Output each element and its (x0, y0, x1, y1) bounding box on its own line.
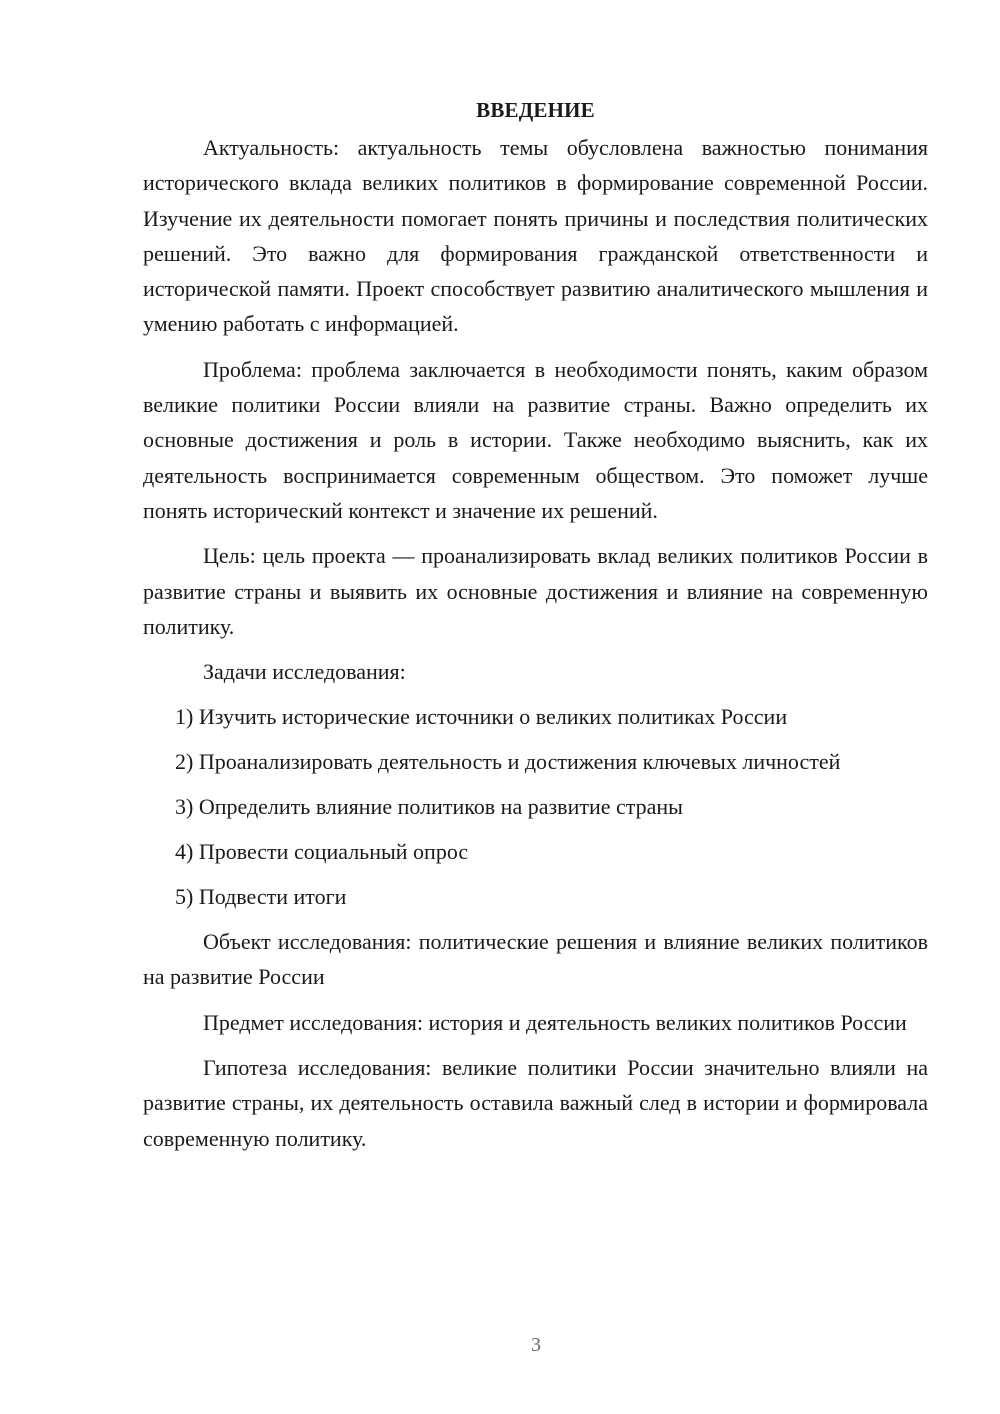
task-item: 3) Определить влияние политиков на развитие страны (175, 794, 683, 820)
hypothesis-paragraph: Гипотеза исследования: великие политики России значительно влияли на развитие страны, их деятельность оставила важный след в истории и формировала современную политику. (143, 1055, 928, 1151)
goal-paragraph: Цель: цель проекта — проанализировать вклад великих политиков России в развитие страны и выявить их основные достижения и влияние на современную политику. (143, 543, 928, 639)
page-number: 3 (531, 1334, 541, 1356)
document-title: ВВЕДЕНИЕ (476, 98, 595, 122)
relevance-paragraph: Актуальность: актуальность темы обусловлена важностью понимания исторического вклада великих политиков в формирование современной России. Изучение их деятельности помогает понять причины и последствия политических решений. Это важно для формирования гражданской ответственности и исторической памяти. Проект способствует развитию аналитического мышления и умению работать с информацией. (143, 135, 928, 337)
task-item: 5) Подвести итоги (175, 884, 347, 910)
task-item: 2) Проанализировать деятельность и достижения ключевых личностей (175, 749, 841, 775)
subject-paragraph: Предмет исследования: история и деятельность великих политиков России (203, 1009, 907, 1035)
problem-paragraph: Проблема: проблема заключается в необходимости понять, каким образом великие политики России влияли на развитие страны. Важно определить их основные достижения и роль в истории. Также необходимо выяснить, как их деятельность воспринимается современным обществом. Это поможет лучше понять исторический контекст и значение их решений. (143, 356, 928, 523)
tasks-list (143, 699, 928, 914)
tasks-heading: Задачи исследования: (203, 659, 406, 685)
task-item: 1) Изучить исторические источники о великих политиках России (175, 704, 788, 730)
object-paragraph: Объект исследования: политические решения и влияние великих политиков на развитие России (143, 929, 928, 990)
document-page (143, 93, 928, 1166)
task-item: 4) Провести социальный опрос (175, 839, 469, 865)
